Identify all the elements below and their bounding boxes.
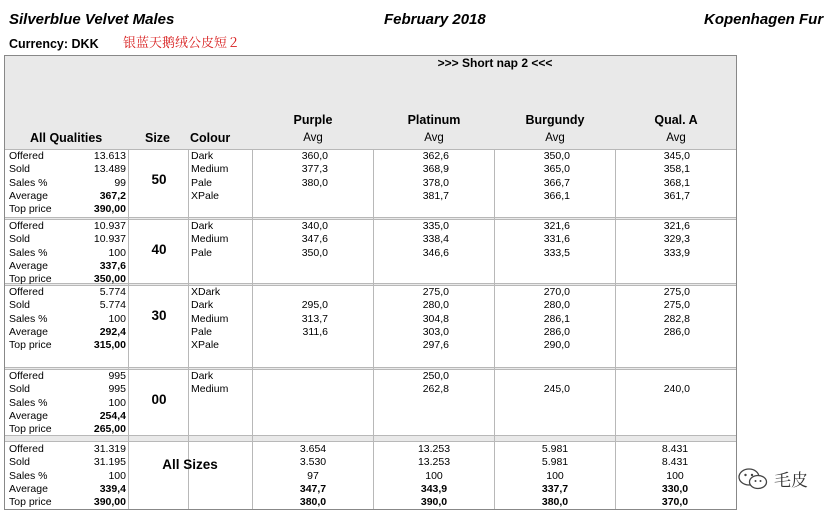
row-separator [5, 441, 736, 442]
stat-value: 350,00 [93, 273, 126, 286]
price-cell: 313,7 [301, 312, 328, 325]
stat-label: Average [9, 189, 48, 202]
stat-value: 995 [108, 383, 126, 396]
col-header-quality: All Qualities [30, 131, 103, 145]
column-separator [252, 149, 253, 509]
price-cell: 331,6 [543, 233, 570, 246]
price-cell: 275,0 [422, 286, 449, 298]
watermark [738, 466, 808, 491]
colour-label: Medium [191, 163, 229, 176]
price-cell: 346,6 [422, 246, 449, 259]
stat-label: Top price [9, 423, 52, 436]
price-cell: 365,0 [543, 163, 570, 176]
price-cell: 295,0 [301, 299, 328, 312]
column-separator [494, 149, 495, 509]
price-cell: 321,6 [543, 220, 570, 232]
section-title: >>> Short nap 2 <<< [437, 56, 553, 70]
total-cell: 390,0 [420, 496, 448, 509]
stat-label: Offered [9, 220, 44, 232]
total-cell: 13.253 [417, 443, 451, 455]
price-cell: 290,0 [543, 339, 570, 352]
price-cell: 250,0 [422, 370, 449, 382]
price-cell: 275,0 [663, 299, 690, 312]
colour-label: Pale [191, 246, 213, 259]
row-separator [5, 367, 736, 368]
avg-label: Avg [424, 132, 444, 144]
total-cell: 3.654 [299, 443, 327, 455]
price-cell: 380,0 [301, 176, 328, 189]
colour-label: Medium [191, 233, 229, 246]
price-cell: 350,0 [301, 246, 328, 259]
size-value: 40 [151, 242, 167, 257]
total-cell: 3.530 [299, 456, 327, 469]
stat-value: 315,00 [93, 339, 126, 352]
auction-house: Kopenhagen Fur [704, 11, 824, 28]
price-cell: 270,0 [543, 286, 570, 298]
colour-label: XPale [191, 189, 220, 202]
price-cell: 368,1 [663, 176, 690, 189]
grade-header: Qual. A [654, 113, 698, 127]
stat-label: Sold [9, 299, 31, 312]
column-separator [188, 149, 189, 509]
price-cell: 304,8 [422, 312, 449, 325]
stat-label: Sales % [9, 469, 48, 482]
total-cell: 337,7 [541, 482, 569, 495]
all-sizes-label: All Sizes [162, 457, 218, 472]
column-separator [128, 149, 129, 509]
total-cell: 347,7 [299, 482, 327, 495]
stat-label: Top price [9, 339, 52, 352]
colour-label: Medium [191, 312, 229, 325]
stat-value: 5.774 [99, 299, 126, 312]
total-cell: 343,9 [420, 482, 448, 495]
total-cell: 8.431 [661, 443, 689, 455]
total-cell: 97 [307, 469, 319, 482]
price-cell: 345,0 [663, 150, 690, 162]
total-cell: 380,0 [541, 496, 569, 509]
total-cell: 5.981 [541, 443, 569, 455]
total-cell: 8.431 [661, 456, 689, 469]
colour-label: Dark [191, 299, 214, 312]
price-cell: 275,0 [663, 286, 690, 298]
colour-label: Dark [191, 370, 214, 382]
price-cell: 358,1 [663, 163, 690, 176]
price-cell: 303,0 [422, 325, 449, 338]
price-cell: 262,8 [422, 383, 449, 396]
watermark-text: 毛皮 [774, 471, 808, 491]
grade-header: Platinum [407, 113, 461, 127]
price-cell: 333,9 [663, 246, 690, 259]
stat-value: 31.195 [93, 456, 126, 469]
stat-label: Sold [9, 163, 31, 176]
stat-value: 100 [108, 312, 126, 325]
colour-label: Medium [191, 383, 229, 396]
stat-value: 390,00 [93, 496, 126, 509]
stat-value: 100 [108, 246, 126, 259]
report-date: February 2018 [384, 11, 486, 28]
stat-value: 265,00 [93, 423, 126, 436]
column-separator [373, 149, 374, 509]
price-cell: 297,6 [422, 339, 449, 352]
price-cell: 286,0 [663, 325, 690, 338]
stat-label: Top price [9, 273, 52, 286]
stat-value: 367,2 [99, 189, 126, 202]
total-cell: 370,0 [661, 496, 689, 509]
stat-label: Sales % [9, 246, 48, 259]
stat-value: 31.319 [93, 443, 126, 455]
stat-value: 100 [108, 396, 126, 409]
price-cell: 377,3 [301, 163, 328, 176]
stat-label: Sold [9, 456, 31, 469]
colour-label: XPale [191, 339, 220, 352]
price-cell: 333,5 [543, 246, 570, 259]
stat-value: 995 [108, 370, 126, 382]
chinese-title: 银蓝天鹅绒公皮短２ [123, 36, 241, 51]
price-cell: 280,0 [422, 299, 449, 312]
column-separator [615, 149, 616, 509]
total-cell: 330,0 [661, 482, 689, 495]
avg-label: Avg [545, 132, 565, 144]
stat-label: Top price [9, 203, 52, 216]
price-cell: 360,0 [301, 150, 328, 162]
stat-label: Offered [9, 286, 44, 298]
stat-label: Average [9, 325, 48, 338]
total-cell: 13.253 [417, 456, 451, 469]
price-cell: 335,0 [422, 220, 449, 232]
stat-label: Average [9, 482, 48, 495]
total-cell: 380,0 [299, 496, 327, 509]
price-cell: 362,6 [422, 150, 449, 162]
row-separator [5, 217, 736, 218]
price-cell: 366,7 [543, 176, 570, 189]
stat-label: Top price [9, 496, 52, 509]
report-title: Silverblue Velvet Males [9, 11, 175, 28]
stat-value: 337,6 [99, 259, 126, 272]
total-cell: 5.981 [541, 456, 569, 469]
stat-value: 100 [108, 469, 126, 482]
total-cell: 100 [546, 469, 564, 482]
grade-header: Purple [293, 113, 333, 127]
stat-label: Sales % [9, 312, 48, 325]
stat-value: 339,4 [99, 482, 126, 495]
stat-label: Offered [9, 150, 44, 162]
stat-value: 10.937 [93, 220, 126, 232]
price-cell: 282,8 [663, 312, 690, 325]
col-header-colour: Colour [190, 131, 231, 145]
stat-value: 390,00 [93, 203, 126, 216]
col-header-size: Size [145, 131, 171, 145]
price-cell: 378,0 [422, 176, 449, 189]
stat-label: Offered [9, 370, 44, 382]
size-value: 50 [151, 172, 167, 187]
colour-label: Pale [191, 176, 213, 189]
price-cell: 366,1 [543, 189, 570, 202]
stat-label: Offered [9, 443, 44, 455]
price-cell: 286,0 [543, 325, 570, 338]
stat-label: Sales % [9, 396, 48, 409]
stat-value: 10.937 [93, 233, 126, 246]
colour-label: Dark [191, 220, 214, 232]
stat-label: Sold [9, 233, 31, 246]
size-value: 30 [151, 308, 167, 323]
price-cell: 311,6 [302, 325, 328, 338]
price-cell: 280,0 [543, 299, 570, 312]
price-cell: 321,6 [663, 220, 690, 232]
colour-label: Dark [191, 150, 214, 162]
price-cell: 329,3 [663, 233, 690, 246]
stat-label: Sales % [9, 176, 48, 189]
stat-value: 292,4 [99, 325, 126, 338]
price-cell: 245,0 [543, 383, 570, 396]
stat-value: 254,4 [99, 409, 126, 422]
stat-value: 13.613 [93, 150, 126, 162]
stat-label: Sold [9, 383, 31, 396]
price-cell: 350,0 [543, 150, 570, 162]
total-cell: 100 [425, 469, 443, 482]
total-cell: 100 [666, 469, 684, 482]
grade-header: Burgundy [525, 113, 585, 127]
stat-value: 99 [114, 176, 126, 189]
price-cell: 286,1 [543, 312, 570, 325]
price-cell: 361,7 [663, 189, 690, 202]
size-value: 00 [151, 392, 167, 407]
wechat-icon [738, 468, 768, 490]
colour-label: XDark [191, 286, 221, 298]
stat-value: 13.489 [93, 163, 126, 176]
price-cell: 381,7 [422, 189, 449, 202]
currency-label: Currency: DKK [9, 37, 99, 51]
stat-label: Average [9, 409, 48, 422]
price-cell: 338,4 [422, 233, 449, 246]
avg-label: Avg [303, 132, 323, 144]
stat-value: 5.774 [99, 286, 126, 298]
avg-label: Avg [666, 132, 686, 144]
price-cell: 340,0 [301, 220, 328, 232]
colour-label: Pale [191, 325, 213, 338]
price-cell: 368,9 [422, 163, 449, 176]
price-cell: 240,0 [663, 383, 690, 396]
stat-label: Average [9, 259, 48, 272]
price-cell: 347,6 [301, 233, 328, 246]
